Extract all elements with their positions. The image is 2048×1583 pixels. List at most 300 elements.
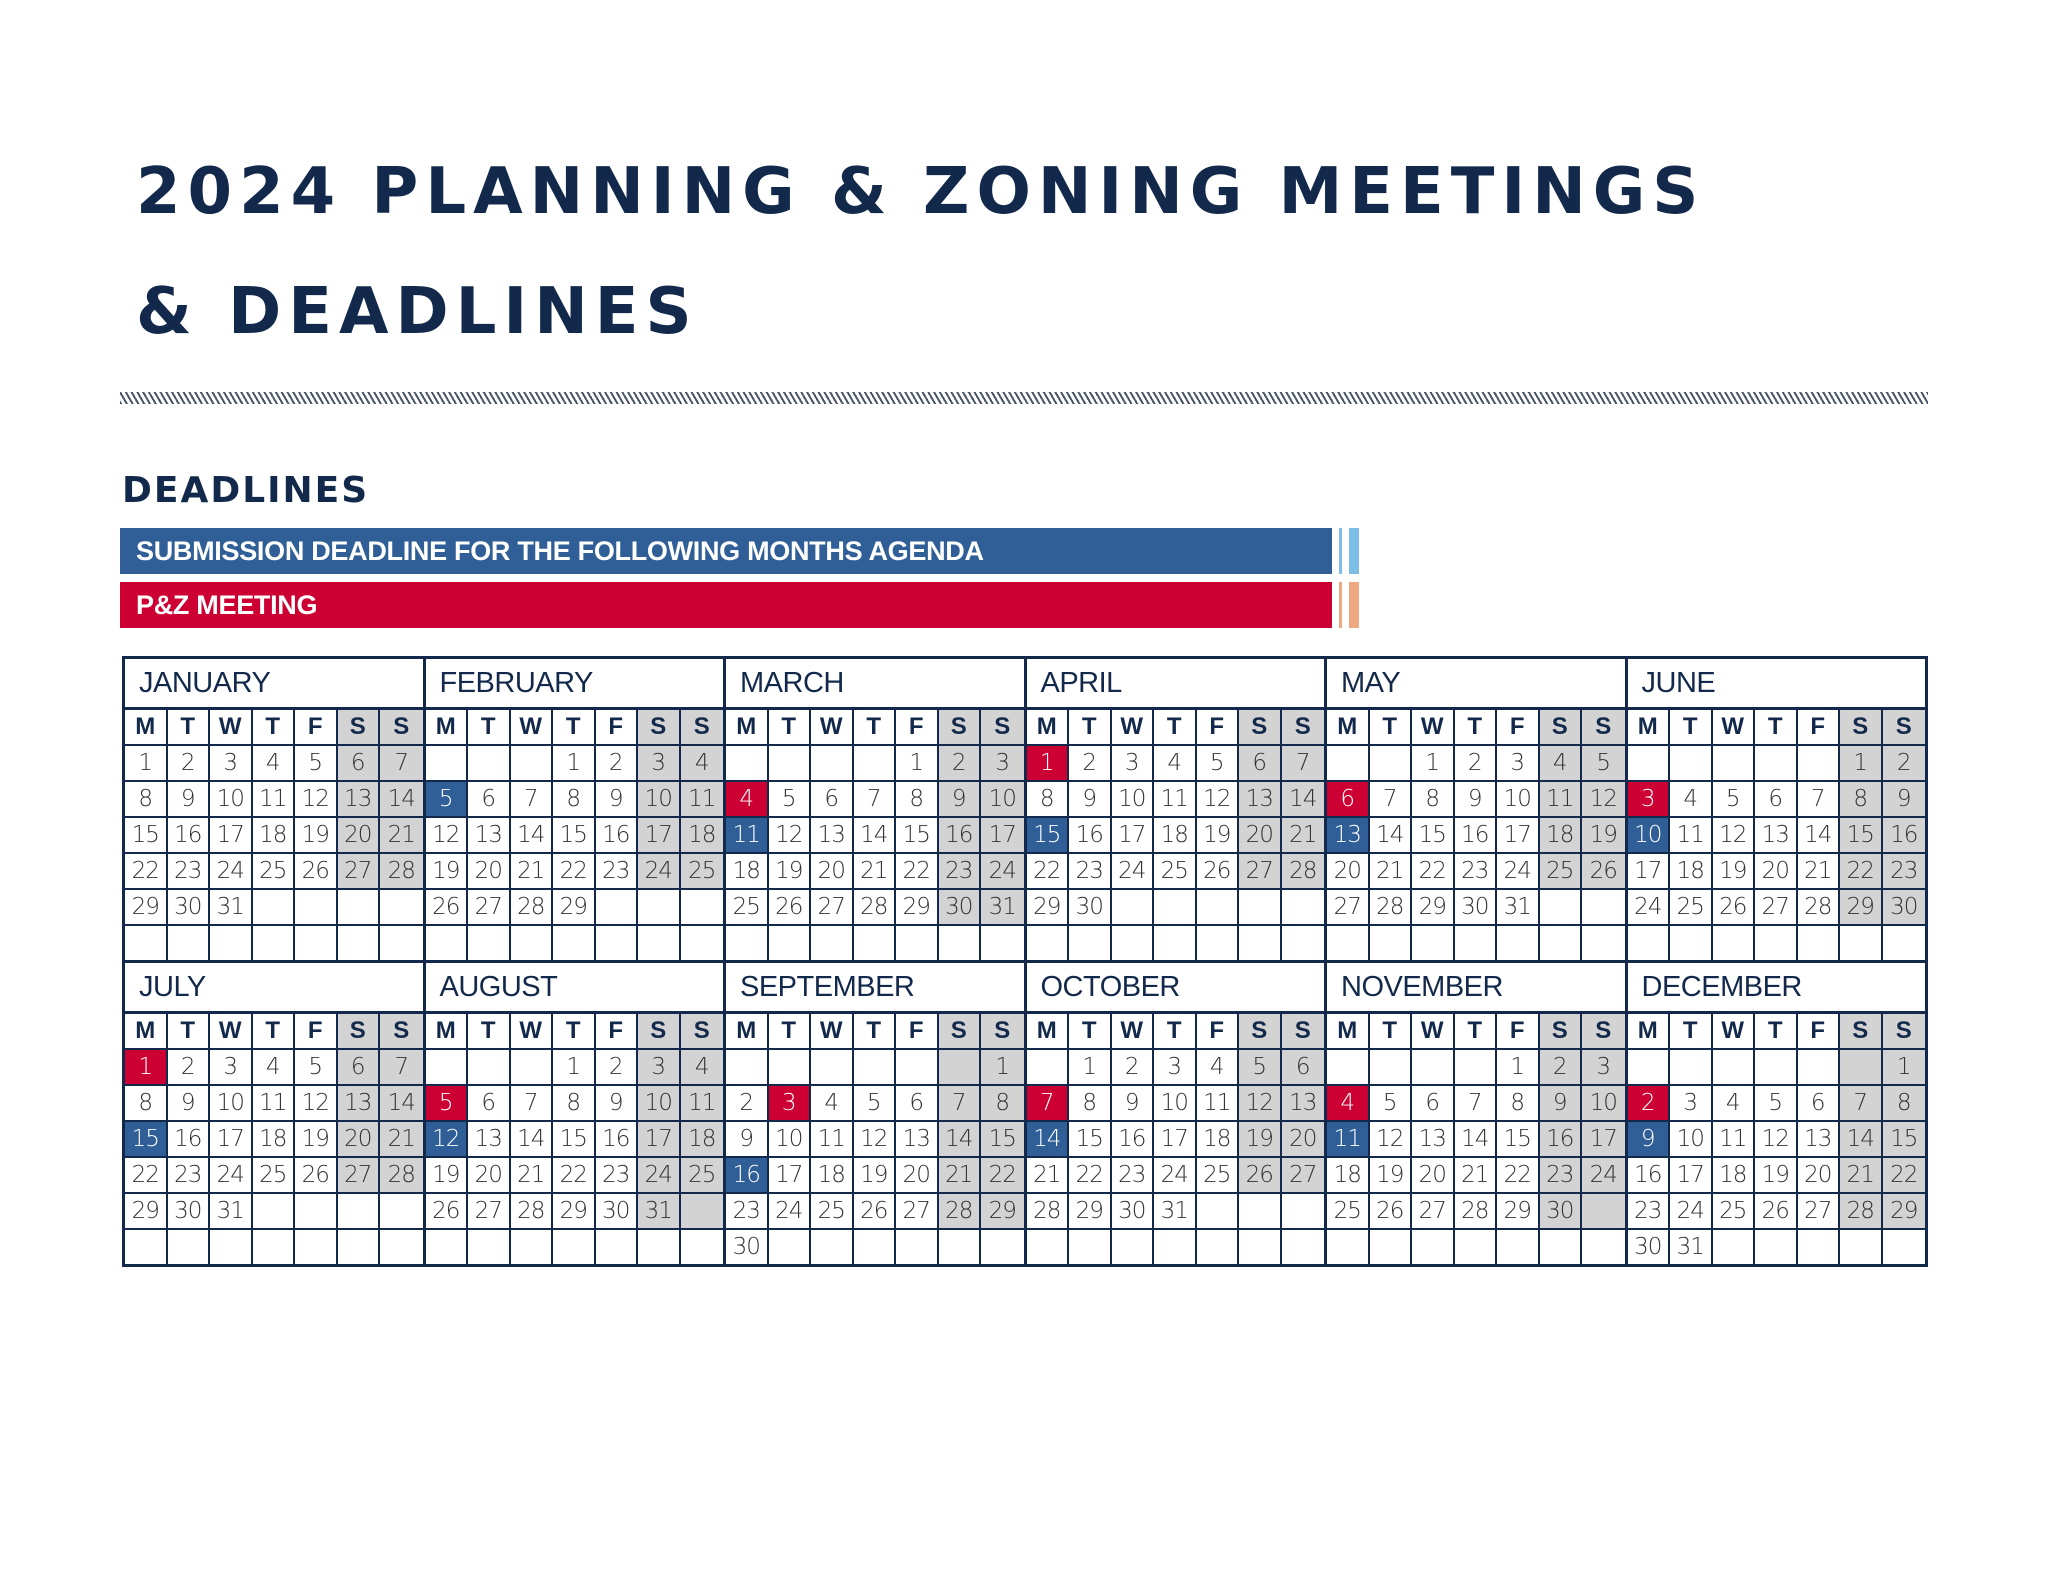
- day-cell: 21: [854, 854, 897, 890]
- day-cell: 8: [1840, 782, 1883, 818]
- day-cell: 18: [1154, 818, 1197, 854]
- day-cell: 22: [1412, 854, 1455, 890]
- day-cell: 1: [896, 746, 939, 782]
- weekday-header: T: [253, 710, 296, 746]
- empty-cell: [1412, 926, 1455, 960]
- weekday-header: T: [1154, 1014, 1197, 1050]
- day-cell: 2: [596, 746, 639, 782]
- empty-cell: [1628, 1050, 1671, 1086]
- day-cell: 9: [168, 782, 211, 818]
- empty-cell: [295, 890, 338, 926]
- empty-cell: [380, 1230, 423, 1264]
- day-cell: 3: [638, 1050, 681, 1086]
- empty-cell: [1112, 890, 1155, 926]
- empty-cell: [295, 1230, 338, 1264]
- day-cell: 19: [1582, 818, 1625, 854]
- weekday-header: T: [769, 1014, 812, 1050]
- day-cell: 3: [1582, 1050, 1625, 1086]
- day-cell: 25: [1154, 854, 1197, 890]
- empty-cell: [726, 1050, 769, 1086]
- day-cell: 22: [553, 854, 596, 890]
- day-cell: 13: [1412, 1122, 1455, 1158]
- month-august: [423, 963, 724, 1264]
- day-cell: 23: [1540, 1158, 1583, 1194]
- empty-cell: [426, 746, 469, 782]
- day-cell: 20: [468, 854, 511, 890]
- weekday-header: S: [380, 1014, 423, 1050]
- day-cell: 17: [1497, 818, 1540, 854]
- day-cell: 7: [1282, 746, 1325, 782]
- empty-cell: [596, 890, 639, 926]
- day-cell: 24: [1154, 1158, 1197, 1194]
- day-cell: 9: [1455, 782, 1498, 818]
- empty-cell: [1112, 926, 1155, 960]
- month-name: MAY: [1327, 659, 1625, 710]
- day-cell: 7: [1455, 1086, 1498, 1122]
- day-cell: 2: [168, 746, 211, 782]
- weekday-header: T: [769, 710, 812, 746]
- weekday-header: W: [1412, 1014, 1455, 1050]
- day-cell: 13: [1798, 1122, 1841, 1158]
- empty-cell: [125, 1230, 168, 1264]
- month-name: DECEMBER: [1628, 963, 1926, 1014]
- weekday-header: F: [1197, 1014, 1240, 1050]
- day-cell: 17: [1582, 1122, 1625, 1158]
- day-cell: 21: [1027, 1158, 1070, 1194]
- day-cell: 8: [981, 1086, 1024, 1122]
- empty-cell: [1840, 1230, 1883, 1264]
- day-cell: 31: [210, 1194, 253, 1230]
- day-cell: 28: [1798, 890, 1841, 926]
- day-cell: 3: [638, 746, 681, 782]
- pz-meeting-day: 6: [1327, 782, 1370, 818]
- day-cell: 26: [1713, 890, 1756, 926]
- month-grid: [426, 1014, 724, 1264]
- day-cell: 30: [168, 1194, 211, 1230]
- day-cell: 27: [338, 854, 381, 890]
- day-cell: 14: [380, 1086, 423, 1122]
- day-cell: 5: [854, 1086, 897, 1122]
- day-cell: 24: [981, 854, 1024, 890]
- page-title-line-1: 2024 PLANNING & ZONING MEETINGS: [136, 155, 1706, 229]
- month-grid: [426, 710, 724, 960]
- month-grid: [1628, 1014, 1926, 1264]
- day-cell: 27: [1239, 854, 1282, 890]
- day-cell: 3: [981, 746, 1024, 782]
- day-cell: 24: [769, 1194, 812, 1230]
- empty-cell: [1628, 746, 1671, 782]
- empty-cell: [125, 926, 168, 960]
- day-cell: 3: [1670, 1086, 1713, 1122]
- empty-cell: [1027, 1230, 1070, 1264]
- empty-cell: [468, 1050, 511, 1086]
- day-cell: 1: [553, 746, 596, 782]
- day-cell: 4: [1540, 746, 1583, 782]
- day-cell: 26: [1582, 854, 1625, 890]
- day-cell: 28: [939, 1194, 982, 1230]
- empty-cell: [553, 926, 596, 960]
- month-name: NOVEMBER: [1327, 963, 1625, 1014]
- month-name: OCTOBER: [1027, 963, 1325, 1014]
- empty-cell: [1069, 1230, 1112, 1264]
- day-cell: 8: [125, 782, 168, 818]
- day-cell: 5: [1197, 746, 1240, 782]
- weekday-header: M: [125, 1014, 168, 1050]
- empty-cell: [295, 1194, 338, 1230]
- day-cell: 9: [168, 1086, 211, 1122]
- day-cell: 6: [338, 1050, 381, 1086]
- day-cell: 22: [981, 1158, 1024, 1194]
- day-cell: 28: [1455, 1194, 1498, 1230]
- day-cell: 29: [553, 890, 596, 926]
- empty-cell: [1755, 1050, 1798, 1086]
- weekday-header: F: [1497, 1014, 1540, 1050]
- day-cell: 8: [1497, 1086, 1540, 1122]
- day-cell: 2: [1455, 746, 1498, 782]
- weekday-header: T: [1755, 1014, 1798, 1050]
- day-cell: 30: [1069, 890, 1112, 926]
- day-cell: 10: [210, 782, 253, 818]
- weekday-header: W: [1412, 710, 1455, 746]
- empty-cell: [1883, 926, 1926, 960]
- weekday-header: W: [1713, 710, 1756, 746]
- weekday-header: M: [1027, 1014, 1070, 1050]
- month-name: APRIL: [1027, 659, 1325, 710]
- empty-cell: [210, 926, 253, 960]
- empty-cell: [1327, 1230, 1370, 1264]
- empty-cell: [896, 1050, 939, 1086]
- day-cell: 20: [1755, 854, 1798, 890]
- day-cell: 24: [638, 854, 681, 890]
- day-cell: 21: [1370, 854, 1413, 890]
- empty-cell: [854, 1230, 897, 1264]
- empty-cell: [596, 926, 639, 960]
- month-name: JANUARY: [125, 659, 423, 710]
- day-cell: 18: [1197, 1122, 1240, 1158]
- empty-cell: [426, 1230, 469, 1264]
- day-cell: 22: [125, 854, 168, 890]
- weekday-header: T: [1455, 1014, 1498, 1050]
- empty-cell: [1497, 1230, 1540, 1264]
- submission-deadline-day: 5: [426, 782, 469, 818]
- weekday-header: W: [511, 1014, 554, 1050]
- empty-cell: [1027, 926, 1070, 960]
- day-cell: 20: [1327, 854, 1370, 890]
- day-cell: 1: [1412, 746, 1455, 782]
- day-cell: 15: [1883, 1122, 1926, 1158]
- day-cell: 16: [1628, 1158, 1671, 1194]
- day-cell: 4: [253, 1050, 296, 1086]
- day-cell: 14: [1370, 818, 1413, 854]
- empty-cell: [1197, 890, 1240, 926]
- weekday-header: S: [1582, 710, 1625, 746]
- weekday-header: W: [811, 1014, 854, 1050]
- submission-deadline-day: 9: [1628, 1122, 1671, 1158]
- day-cell: 5: [1582, 746, 1625, 782]
- day-cell: 12: [1370, 1122, 1413, 1158]
- empty-cell: [981, 926, 1024, 960]
- empty-cell: [1282, 1194, 1325, 1230]
- weekday-header: S: [338, 710, 381, 746]
- day-cell: 8: [553, 782, 596, 818]
- empty-cell: [769, 1230, 812, 1264]
- day-cell: 10: [638, 1086, 681, 1122]
- day-cell: 28: [854, 890, 897, 926]
- weekday-header: W: [1112, 710, 1155, 746]
- month-november: [1324, 963, 1625, 1264]
- weekday-header: S: [1540, 710, 1583, 746]
- empty-cell: [338, 926, 381, 960]
- day-cell: 3: [1154, 1050, 1197, 1086]
- day-cell: 10: [210, 1086, 253, 1122]
- weekday-header: S: [338, 1014, 381, 1050]
- day-cell: 3: [1497, 746, 1540, 782]
- empty-cell: [681, 1230, 724, 1264]
- pz-meeting-day: 3: [1628, 782, 1671, 818]
- day-cell: 3: [1112, 746, 1155, 782]
- month-may: [1324, 659, 1625, 960]
- weekday-header: F: [1798, 710, 1841, 746]
- weekday-header: W: [1112, 1014, 1155, 1050]
- day-cell: 24: [210, 854, 253, 890]
- legend-submission-deadline-bar: SUBMISSION DEADLINE FOR THE FOLLOWING MONTHS AGENDA: [120, 528, 1332, 574]
- day-cell: 22: [125, 1158, 168, 1194]
- empty-cell: [468, 926, 511, 960]
- month-grid: [1327, 1014, 1625, 1264]
- empty-cell: [896, 926, 939, 960]
- weekday-header: M: [426, 710, 469, 746]
- day-cell: 11: [811, 1122, 854, 1158]
- day-cell: 30: [939, 890, 982, 926]
- day-cell: 8: [896, 782, 939, 818]
- day-cell: 26: [295, 854, 338, 890]
- pz-meeting-day: 5: [426, 1086, 469, 1122]
- day-cell: 23: [168, 1158, 211, 1194]
- month-september: [723, 963, 1024, 1264]
- day-cell: 4: [1154, 746, 1197, 782]
- month-march: [723, 659, 1024, 960]
- day-cell: 31: [1497, 890, 1540, 926]
- empty-cell: [380, 926, 423, 960]
- day-cell: 5: [769, 782, 812, 818]
- weekday-header: T: [1370, 1014, 1413, 1050]
- weekday-header: T: [253, 1014, 296, 1050]
- empty-cell: [380, 890, 423, 926]
- day-cell: 6: [811, 782, 854, 818]
- pz-meeting-day: 2: [1628, 1086, 1671, 1122]
- day-cell: 25: [1197, 1158, 1240, 1194]
- weekday-header: T: [854, 1014, 897, 1050]
- day-cell: 6: [468, 1086, 511, 1122]
- day-cell: 1: [1497, 1050, 1540, 1086]
- empty-cell: [1713, 746, 1756, 782]
- empty-cell: [168, 1230, 211, 1264]
- day-cell: 26: [769, 890, 812, 926]
- day-cell: 6: [1755, 782, 1798, 818]
- day-cell: 26: [295, 1158, 338, 1194]
- day-cell: 25: [726, 890, 769, 926]
- day-cell: 8: [553, 1086, 596, 1122]
- day-cell: 20: [338, 1122, 381, 1158]
- pz-meeting-day: 4: [1327, 1086, 1370, 1122]
- day-cell: 21: [380, 818, 423, 854]
- day-cell: 17: [638, 1122, 681, 1158]
- day-cell: 21: [511, 854, 554, 890]
- weekday-header: M: [1628, 1014, 1671, 1050]
- empty-cell: [1455, 1230, 1498, 1264]
- day-cell: 11: [1670, 818, 1713, 854]
- month-december: [1625, 963, 1926, 1264]
- empty-cell: [981, 1230, 1024, 1264]
- weekday-header: T: [553, 710, 596, 746]
- day-cell: 26: [1197, 854, 1240, 890]
- pz-meeting-day: 1: [125, 1050, 168, 1086]
- day-cell: 7: [1370, 782, 1413, 818]
- day-cell: 6: [468, 782, 511, 818]
- weekday-header: S: [1282, 1014, 1325, 1050]
- day-cell: 20: [1412, 1158, 1455, 1194]
- day-cell: 30: [596, 1194, 639, 1230]
- empty-cell: [1670, 1050, 1713, 1086]
- month-name: FEBRUARY: [426, 659, 724, 710]
- day-cell: 10: [1670, 1122, 1713, 1158]
- day-cell: 18: [253, 818, 296, 854]
- weekday-header: F: [1497, 710, 1540, 746]
- empty-cell: [295, 926, 338, 960]
- day-cell: 18: [1540, 818, 1583, 854]
- weekday-header: W: [511, 710, 554, 746]
- day-cell: 25: [253, 854, 296, 890]
- day-cell: 2: [1069, 746, 1112, 782]
- day-cell: 3: [210, 1050, 253, 1086]
- day-cell: 28: [380, 1158, 423, 1194]
- empty-cell: [769, 1050, 812, 1086]
- empty-cell: [511, 746, 554, 782]
- legend-pz-meeting: [120, 582, 1359, 628]
- empty-cell: [1154, 890, 1197, 926]
- day-cell: 8: [1027, 782, 1070, 818]
- empty-cell: [1670, 746, 1713, 782]
- weekday-header: T: [1670, 1014, 1713, 1050]
- day-cell: 23: [726, 1194, 769, 1230]
- day-cell: 17: [1112, 818, 1155, 854]
- day-cell: 19: [1755, 1158, 1798, 1194]
- empty-cell: [939, 1230, 982, 1264]
- day-cell: 30: [726, 1230, 769, 1264]
- calendar-half-jan-jun: [125, 659, 1925, 960]
- day-cell: 11: [253, 1086, 296, 1122]
- submission-deadline-day: 14: [1027, 1122, 1070, 1158]
- day-cell: 2: [168, 1050, 211, 1086]
- empty-cell: [253, 1230, 296, 1264]
- empty-cell: [1582, 1230, 1625, 1264]
- day-cell: 19: [426, 1158, 469, 1194]
- weekday-header: T: [1755, 710, 1798, 746]
- day-cell: 7: [380, 746, 423, 782]
- empty-cell: [426, 926, 469, 960]
- day-cell: 30: [1455, 890, 1498, 926]
- day-cell: 11: [681, 782, 724, 818]
- empty-cell: [511, 1230, 554, 1264]
- empty-cell: [1582, 1194, 1625, 1230]
- day-cell: 15: [553, 1122, 596, 1158]
- day-cell: 2: [1112, 1050, 1155, 1086]
- day-cell: 12: [769, 818, 812, 854]
- day-cell: 20: [468, 1158, 511, 1194]
- empty-cell: [1239, 1230, 1282, 1264]
- empty-cell: [1412, 1230, 1455, 1264]
- empty-cell: [638, 926, 681, 960]
- day-cell: 20: [896, 1158, 939, 1194]
- day-cell: 14: [1455, 1122, 1498, 1158]
- empty-cell: [1370, 926, 1413, 960]
- day-cell: 1: [1840, 746, 1883, 782]
- day-cell: 17: [1628, 854, 1671, 890]
- day-cell: 8: [125, 1086, 168, 1122]
- weekday-header: M: [1327, 710, 1370, 746]
- day-cell: 19: [769, 854, 812, 890]
- day-cell: 27: [1327, 890, 1370, 926]
- day-cell: 21: [1282, 818, 1325, 854]
- day-cell: 27: [1755, 890, 1798, 926]
- empty-cell: [1713, 1230, 1756, 1264]
- empty-cell: [1112, 1230, 1155, 1264]
- day-cell: 18: [726, 854, 769, 890]
- empty-cell: [1798, 1230, 1841, 1264]
- weekday-header: F: [295, 710, 338, 746]
- empty-cell: [1197, 926, 1240, 960]
- day-cell: 14: [854, 818, 897, 854]
- empty-cell: [1497, 926, 1540, 960]
- weekday-header: S: [939, 1014, 982, 1050]
- submission-deadline-day: 15: [125, 1122, 168, 1158]
- empty-cell: [896, 1230, 939, 1264]
- submission-deadline-day: 13: [1327, 818, 1370, 854]
- day-cell: 25: [1540, 854, 1583, 890]
- day-cell: 12: [1755, 1122, 1798, 1158]
- day-cell: 11: [1154, 782, 1197, 818]
- weekday-header: S: [1239, 1014, 1282, 1050]
- day-cell: 31: [1154, 1194, 1197, 1230]
- empty-cell: [1540, 926, 1583, 960]
- day-cell: 27: [1798, 1194, 1841, 1230]
- day-cell: 15: [1840, 818, 1883, 854]
- empty-cell: [939, 926, 982, 960]
- empty-cell: [726, 746, 769, 782]
- day-cell: 24: [1112, 854, 1155, 890]
- day-cell: 15: [1412, 818, 1455, 854]
- empty-cell: [1755, 926, 1798, 960]
- weekday-header: S: [638, 710, 681, 746]
- empty-cell: [681, 1194, 724, 1230]
- month-name: MARCH: [726, 659, 1024, 710]
- empty-cell: [1239, 1194, 1282, 1230]
- month-grid: [1628, 710, 1926, 960]
- weekday-header: S: [1840, 710, 1883, 746]
- day-cell: 10: [769, 1122, 812, 1158]
- submission-deadline-day: 11: [1327, 1122, 1370, 1158]
- day-cell: 28: [380, 854, 423, 890]
- day-cell: 15: [896, 818, 939, 854]
- weekday-header: M: [726, 710, 769, 746]
- day-cell: 24: [1497, 854, 1540, 890]
- day-cell: 21: [1455, 1158, 1498, 1194]
- day-cell: 9: [726, 1122, 769, 1158]
- legend-pz-meeting-bar: P&Z MEETING: [120, 582, 1332, 628]
- weekday-header: S: [1239, 710, 1282, 746]
- empty-cell: [553, 1230, 596, 1264]
- empty-cell: [1154, 1230, 1197, 1264]
